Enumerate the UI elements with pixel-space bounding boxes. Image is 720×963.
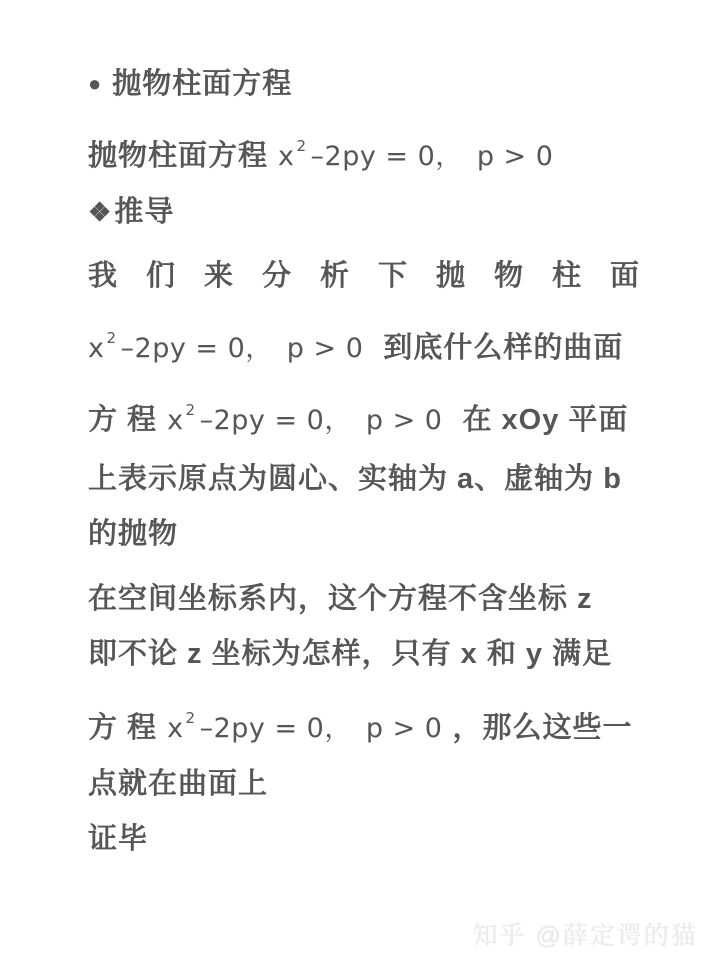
- line-then-these: [88, 700, 640, 747]
- formula-condition: p > 0: [286, 333, 364, 364]
- zhihu-watermark: 知乎 @薛定谔的猫: [472, 922, 698, 950]
- line-analyze: [88, 258, 640, 294]
- formula-parabolic-cylinder: [88, 329, 364, 364]
- formula-condition: p > 0: [365, 405, 443, 436]
- formula-mid: –2py = 0，: [120, 333, 273, 364]
- line-parabola-text: 的抛物: [88, 518, 179, 550]
- formula-lhs: x: [88, 333, 105, 364]
- formula-parabolic-cylinder: [278, 137, 554, 172]
- line-space-coord-text: 在空间坐标系内，这个方程不含坐标 z: [88, 583, 593, 615]
- line-axes-text: 上表示原点为圆心、实轴为 a、虚轴为 b: [88, 463, 622, 495]
- subsection-heading: [88, 194, 640, 230]
- section-heading-label: 抛物柱面方程: [112, 68, 293, 100]
- formula-superscript: 2: [185, 709, 196, 727]
- line-definition: [88, 128, 640, 175]
- line-what-surface-suffix: 到底什么样的曲面: [383, 332, 624, 364]
- formula-mid: –2py = 0，: [199, 405, 352, 436]
- definition-prefix: 抛物柱面方程: [88, 140, 269, 172]
- line-equation-xoy: [88, 392, 640, 439]
- subsection-heading-label: 推导: [114, 196, 175, 228]
- formula-mid: –2py = 0，: [199, 713, 352, 744]
- formula-superscript: 2: [106, 329, 117, 347]
- formula-parabolic-cylinder: [167, 709, 443, 744]
- line-on-surface-text: 点就在曲面上: [88, 768, 269, 800]
- line-qed: [88, 821, 640, 857]
- line-then-suffix: ，那么这些一: [452, 712, 633, 744]
- line-qed-text: 证毕: [88, 823, 149, 855]
- diamond-marker-icon: ❖: [88, 197, 113, 227]
- equation-prefix: 方 程: [88, 404, 158, 436]
- line-on-surface: [88, 766, 640, 802]
- formula-lhs: x: [278, 141, 295, 172]
- formula-condition: p > 0: [476, 141, 554, 172]
- bullet-icon: ●: [88, 71, 103, 96]
- formula-parabolic-cylinder: [167, 401, 443, 436]
- formula-superscript: 2: [185, 401, 196, 419]
- line-z-any: [88, 636, 640, 672]
- formula-lhs: x: [167, 713, 184, 744]
- line-parabola: [88, 516, 640, 552]
- line-xoy-suffix: 在 xOy 平面: [462, 404, 629, 436]
- line-space-coord: [88, 581, 640, 617]
- formula-superscript: 2: [296, 137, 307, 155]
- section-heading: [88, 66, 640, 102]
- line-z-any-text: 即不论 z 坐标为怎样，只有 x 和 y 满足: [88, 638, 613, 670]
- line-analyze-text: 我 们 来 分 析 下 抛 物 柱 面: [88, 260, 640, 292]
- line-what-surface: [88, 320, 640, 367]
- formula-mid: –2py = 0，: [310, 141, 463, 172]
- formula-lhs: x: [167, 405, 184, 436]
- equation-prefix: 方 程: [88, 712, 158, 744]
- formula-condition: p > 0: [365, 713, 443, 744]
- line-axes: [88, 461, 640, 497]
